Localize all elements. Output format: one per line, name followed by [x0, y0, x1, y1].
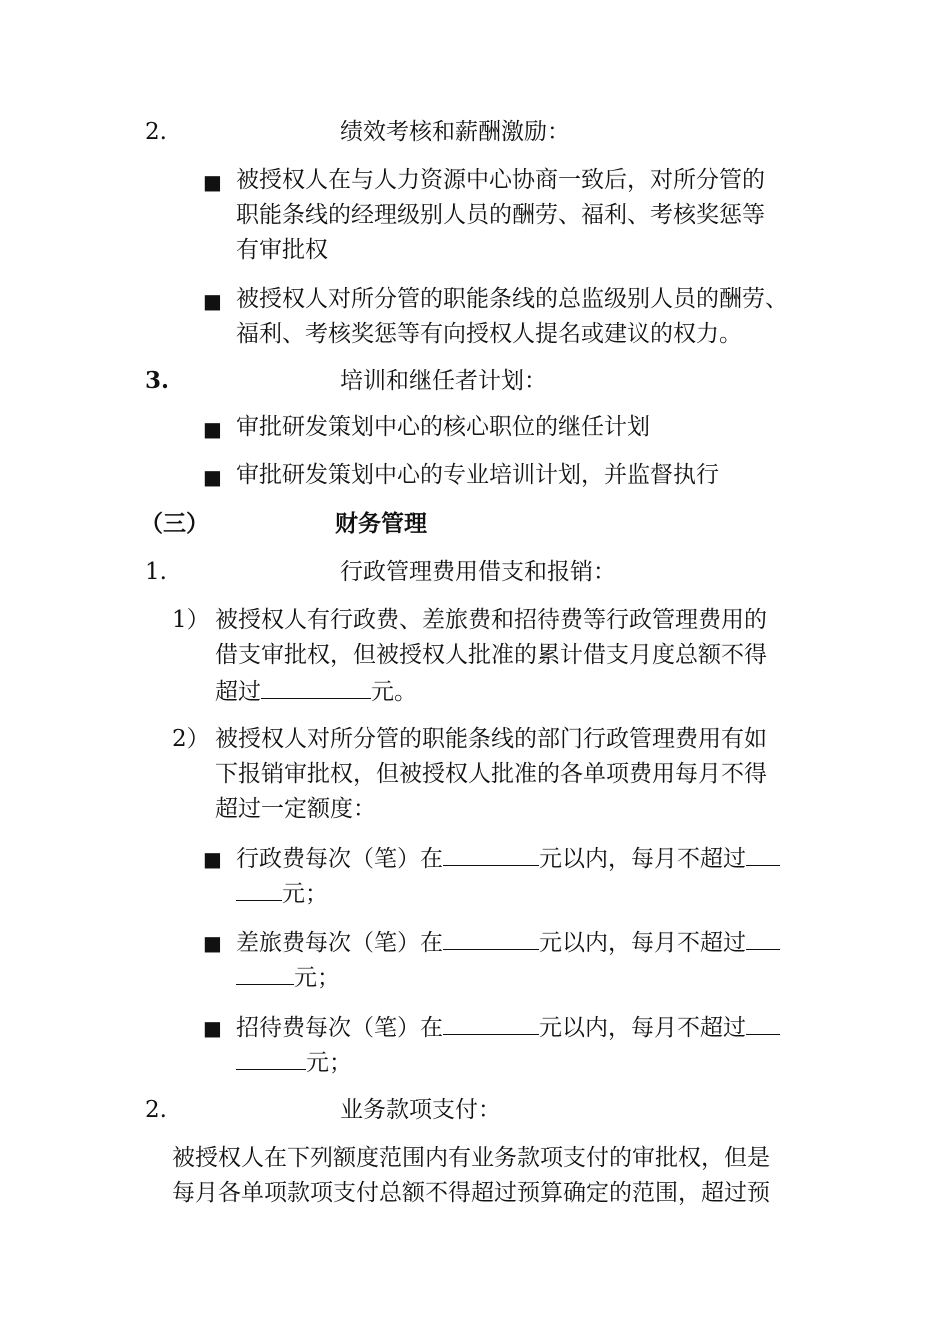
blank-field: [236, 1047, 306, 1070]
blank-field: [443, 1012, 539, 1035]
paragraph-line: 下报销审批权，但被授权人批准的各单项费用每月不得: [215, 761, 767, 787]
blank-field: [236, 878, 282, 901]
text-fragment: 元以内，每月不超过: [539, 930, 746, 956]
bullet-icon: ■: [203, 847, 222, 871]
section-title: 绩效考核和薪酬激励：: [340, 119, 570, 145]
text-fragment: 元；: [282, 881, 328, 907]
paragraph-line: 被授权人在下列额度范围内有业务款项支付的审批权，但是: [172, 1145, 770, 1171]
text-fragment: 招待费每次（笔）在: [236, 1015, 443, 1041]
blank-field: [746, 843, 780, 866]
text-fragment: 行政费每次（笔）在: [236, 846, 443, 872]
section-number: 2.: [145, 119, 167, 145]
blank-field: [443, 843, 539, 866]
paragraph-line: 审批研发策划中心的专业培训计划，并监督执行: [236, 462, 719, 488]
bullet-icon: ■: [203, 417, 222, 441]
text-fragment: 元以内，每月不超过: [539, 846, 746, 872]
text-fragment: 差旅费每次（笔）在: [236, 930, 443, 956]
paragraph-line: 福利、考核奖惩等有向授权人提名或建议的权力。: [236, 321, 742, 347]
blank-field: [261, 676, 371, 699]
bullet-icon: ■: [203, 465, 222, 489]
list-number: 1）: [172, 607, 210, 633]
bullet-icon: ■: [203, 931, 222, 955]
paragraph-line: 借支审批权，但被授权人批准的累计借支月度总额不得: [215, 642, 767, 668]
section-number: 3.: [145, 367, 170, 394]
bullet-icon: ■: [203, 289, 222, 313]
paragraph-line: [236, 1047, 352, 1077]
section-title: 行政管理费用借支和报销：: [340, 559, 616, 585]
blank-field: [443, 927, 539, 950]
section-number: （三）: [140, 510, 209, 537]
paragraph-line: 有审批权: [236, 237, 328, 263]
section-number: 2.: [145, 1097, 167, 1123]
paragraph-line: [236, 927, 780, 957]
paragraph-line: [236, 1012, 780, 1042]
section-title: 培训和继任者计划：: [340, 368, 547, 394]
section-title: 业务款项支付：: [340, 1097, 501, 1123]
text-fragment: 元；: [306, 1050, 352, 1076]
paragraph-line: [236, 962, 340, 992]
paragraph-line: 审批研发策划中心的核心职位的继任计划: [236, 414, 650, 440]
text-fragment: 元。: [371, 679, 417, 705]
bullet-icon: ■: [203, 1016, 222, 1040]
paragraph-line: [236, 878, 328, 908]
section-heading: 财务管理: [335, 510, 427, 537]
paragraph-line: [215, 676, 417, 706]
paragraph-line: 每月各单项款项支付总额不得超过预算确定的范围，超过预: [172, 1180, 770, 1206]
paragraph-line: 职能条线的经理级别人员的酬劳、福利、考核奖惩等: [236, 202, 765, 228]
paragraph-line: 被授权人有行政费、差旅费和招待费等行政管理费用的: [215, 607, 767, 633]
bullet-icon: ■: [203, 170, 222, 194]
blank-field: [236, 962, 294, 985]
blank-field: [746, 927, 780, 950]
paragraph-line: 被授权人对所分管的职能条线的部门行政管理费用有如: [215, 726, 767, 752]
text-fragment: 元；: [294, 965, 340, 991]
list-number: 2）: [172, 726, 210, 752]
text-fragment: 元以内，每月不超过: [539, 1015, 746, 1041]
paragraph-line: [236, 843, 780, 873]
section-number: 1.: [145, 559, 167, 585]
text-fragment: 超过: [215, 679, 261, 705]
paragraph-line: 被授权人对所分管的职能条线的总监级别人员的酬劳、: [236, 286, 788, 312]
blank-field: [746, 1012, 780, 1035]
paragraph-line: 超过一定额度：: [215, 796, 376, 822]
paragraph-line: 被授权人在与人力资源中心协商一致后，对所分管的: [236, 167, 765, 193]
